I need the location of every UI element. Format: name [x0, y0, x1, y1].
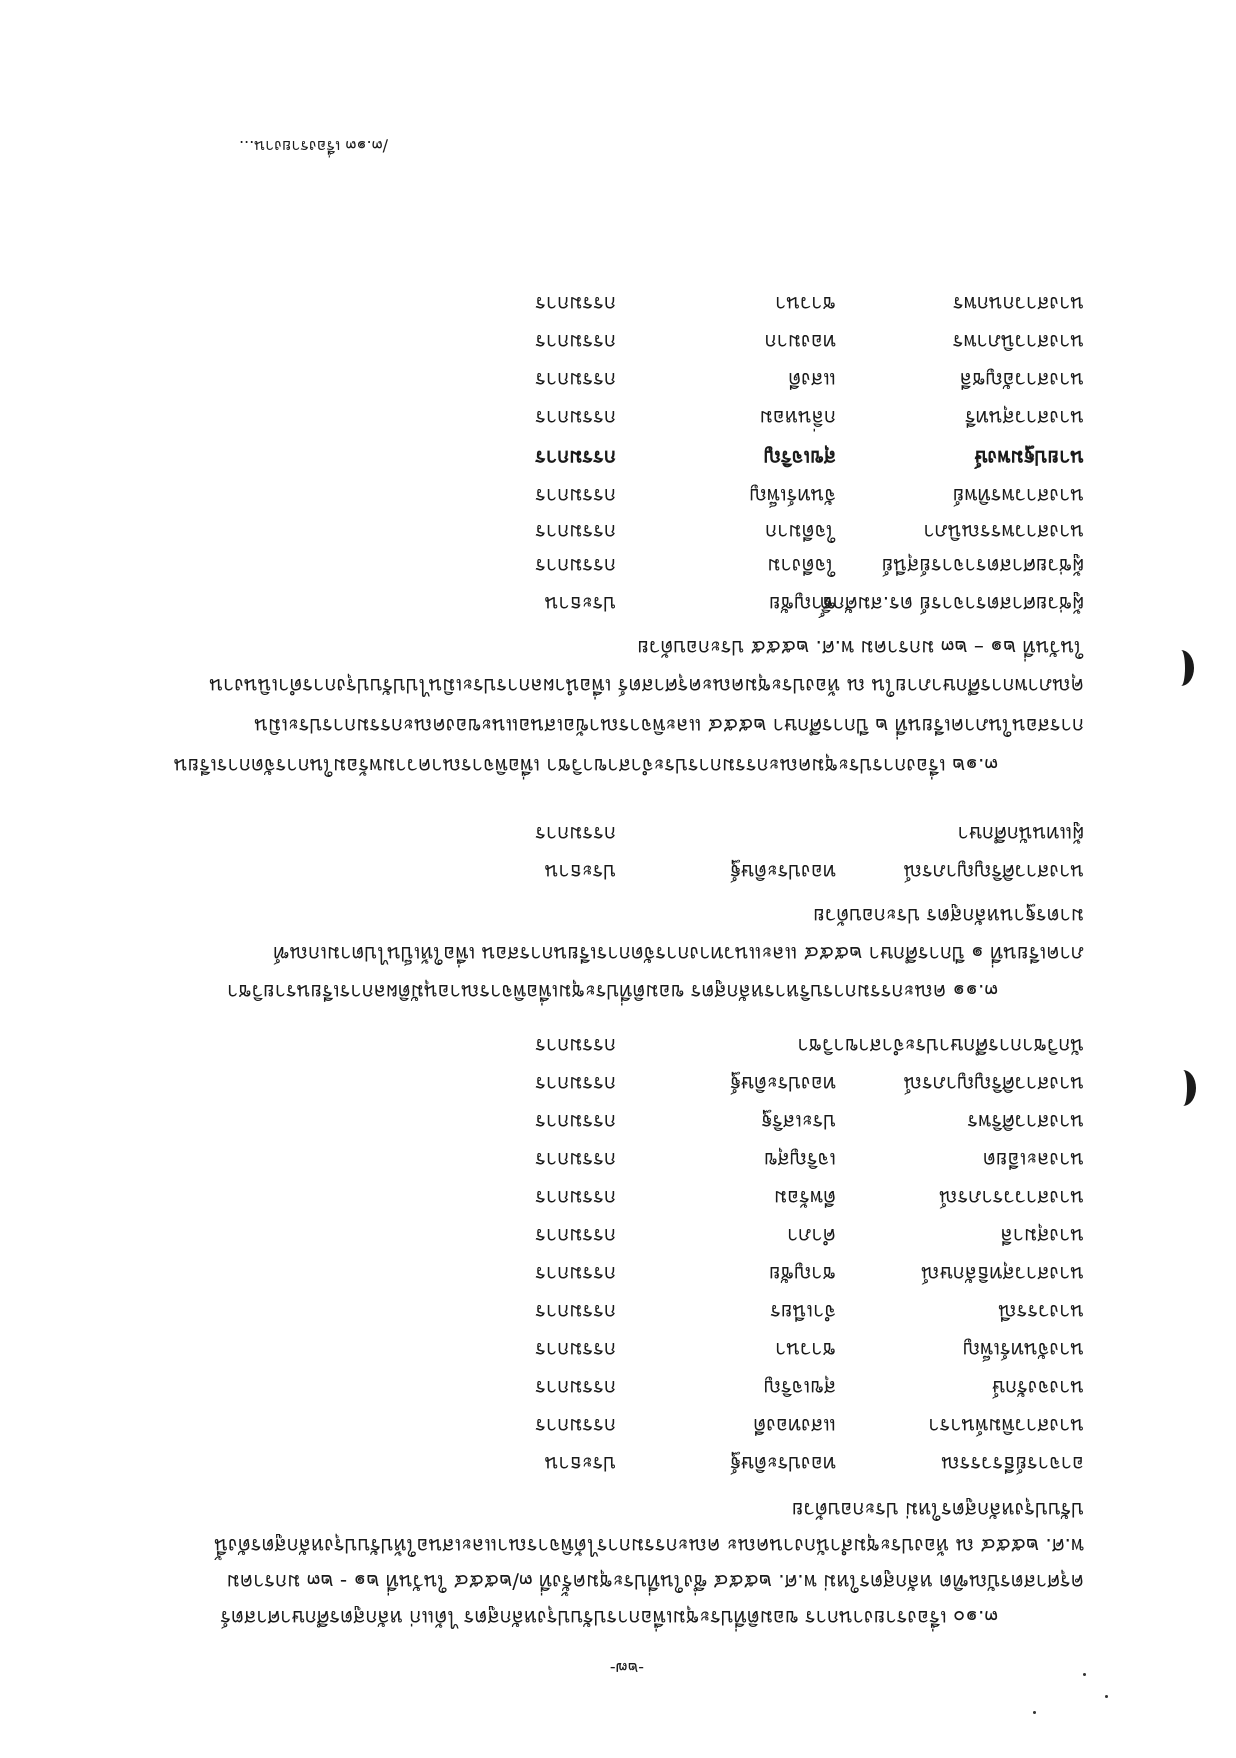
section-3-12-line-4: ในวันที่ ๒๑ – ๒๓ มกราคม พ.ศ. ๒๕๕๕ ประกอบด้วย — [637, 636, 1084, 660]
member-role: กรรมการ — [535, 446, 616, 470]
member-name: นางสุมาลี — [1000, 1224, 1084, 1248]
member-row — [0, 290, 1236, 320]
member-role: กรรมการ — [535, 1110, 616, 1134]
member-row — [0, 858, 1236, 888]
punch-hole-mark — [1168, 650, 1194, 686]
section-3-10-line-4: ปรับปรุงหลักสูตรใหม่ ประกอบด้วย — [791, 1498, 1084, 1522]
member-row — [0, 1222, 1236, 1252]
member-surname: แสงทองดี — [753, 1414, 836, 1438]
scan-speck — [1083, 1673, 1086, 1676]
member-role: กรรมการ — [535, 1376, 616, 1400]
member-role: กรรมการ — [535, 1148, 616, 1172]
member-row — [0, 1450, 1236, 1480]
member-role: กรรมการ — [535, 292, 616, 316]
member-surname: ชาวนา — [775, 292, 836, 316]
member-name: ผู้ช่วยศาสตราจารย์ ดร.สมศักดิ์ — [819, 592, 1084, 616]
member-name: นักวิชาการศึกษาประจำสาขาวิชา — [797, 1034, 1084, 1058]
member-row — [0, 444, 1236, 474]
member-name: นางสาวกนกพร — [952, 292, 1084, 316]
member-name: ผู้ช่วยศาสตราจารย์สุนีย์ — [881, 554, 1084, 578]
member-role: กรรมการ — [535, 406, 616, 430]
member-surname: สุขเจริญ — [763, 1376, 836, 1400]
member-row — [0, 552, 1236, 582]
member-role: ประธาน — [544, 1452, 616, 1476]
member-role: กรรมการ — [535, 1072, 616, 1096]
member-role: กรรมการ — [535, 554, 616, 578]
member-name: นางละเอียด — [982, 1148, 1084, 1172]
member-role: กรรมการ — [535, 1300, 616, 1324]
member-name: นางจันทร์เพ็ญ — [962, 1338, 1084, 1362]
member-surname: กลิ่นหอม — [759, 406, 836, 430]
member-name: นางสาวพรทิพย์ — [952, 484, 1084, 508]
section-3-10-line-3: พ.ศ. ๒๕๕๔ ณ ห้องประชุมสำนักงานคณะ คณะกรรมการได้พิจารณาและเสนอให้ปรับปรุงหลักสูตรดังนี้ — [214, 1534, 1084, 1558]
member-surname: คำภา — [786, 1224, 836, 1248]
section-3-10-line-1: ๓.๑๐ เรื่องรายงานการ ขอมติที่ประชุมเพื่อการปรับปรุงหลักสูตร ได้แก่ หลักสูตรศึกษาศาสตร์ — [220, 1606, 998, 1630]
page-number: -๒๗- — [609, 1659, 644, 1678]
member-row — [0, 590, 1236, 620]
member-surname: ชาวนา — [775, 1338, 836, 1362]
member-surname: ใจดีงาม — [767, 554, 836, 578]
member-role: กรรมการ — [535, 1186, 616, 1210]
member-row — [0, 518, 1236, 548]
member-role: กรรมการ — [535, 1034, 616, 1058]
member-row — [0, 1070, 1236, 1100]
member-row — [0, 1298, 1236, 1328]
section-3-11-line-3: มาตรฐานหลักสูตร ประกอบด้วย — [813, 904, 1084, 928]
member-name: นางสาวศิริพร — [967, 1110, 1084, 1134]
member-row — [0, 328, 1236, 358]
member-row — [0, 1260, 1236, 1290]
member-name: นางสาวอัญชลี — [959, 368, 1084, 392]
member-surname: สุขเจริญ — [763, 446, 836, 470]
member-row — [0, 1374, 1236, 1404]
member-name: นางสาวสุทธิลักษณ์ — [920, 1262, 1084, 1286]
member-role: กรรมการ — [535, 1262, 616, 1286]
member-row — [0, 404, 1236, 434]
member-name: นางสาวศิริญญาภรณ์ — [903, 860, 1084, 884]
member-surname: ทองประดิษฐ์ — [729, 1072, 836, 1096]
scan-speck — [1033, 1711, 1036, 1714]
member-row — [0, 1336, 1236, 1366]
section-3-11-line-1: ๓.๑๑ คณะกรรมการบริหารหลักสูตร ขอมติที่ประชุมเพื่อพิจารณาอนุมัติผลการเรียนรายวิชา — [226, 980, 998, 1004]
scan-speck — [1105, 1695, 1108, 1698]
member-name: นางวรรณี — [998, 1300, 1084, 1324]
member-role: กรรมการ — [535, 520, 616, 544]
member-role: ประธาน — [544, 592, 616, 616]
member-name: นางสาววราภรณ์ — [938, 1186, 1084, 1210]
member-name: ผู้แทนนักศึกษา — [957, 822, 1084, 846]
member-surname: ชาญชัย — [768, 592, 836, 616]
member-surname: ดีพร้อม — [773, 1186, 836, 1210]
member-role: กรรมการ — [535, 1338, 616, 1362]
member-row — [0, 1146, 1236, 1176]
section-3-10-line-2: ครุศาสตรบัณฑิต หลักสูตรใหม่ พ.ศ. ๒๕๕๔ ซึ่งในที่ประชุมครั้งที่ ๓/๒๕๕๔ ในวันที่ ๒๑ - ๒๓ มกราคม — [226, 1570, 1084, 1594]
section-3-12-line-2: การสอนในภาคเรียนที่ ๒ ปีการศึกษา ๒๕๕๔ และพิจารณาข้อเสนอแนะของคณะกรรมการประเมิน — [254, 714, 1084, 738]
member-surname: เจริญสุข — [763, 1148, 836, 1172]
member-row — [0, 1108, 1236, 1138]
member-surname: ทองประดิษฐ์ — [729, 1452, 836, 1476]
member-role: กรรมการ — [535, 1414, 616, 1438]
punch-hole-mark — [1170, 1070, 1196, 1106]
member-surname: ทองประดิษฐ์ — [729, 860, 836, 884]
member-surname: แสงดี — [788, 368, 836, 392]
member-name: อาจารย์ธีรวรรณ — [941, 1452, 1084, 1476]
member-role: กรรมการ — [535, 368, 616, 392]
member-name: นางจงรักษ์ — [991, 1376, 1084, 1400]
member-name: นายปฐมพงษ์ — [974, 446, 1084, 470]
member-surname: จันทร์เพ็ญ — [749, 484, 836, 508]
member-surname: ชาญชัย — [768, 1262, 836, 1286]
member-name: นางสาวนิภาพร — [952, 330, 1084, 354]
member-role: กรรมการ — [535, 1224, 616, 1248]
member-name: นางสาวพรรณนิภา — [923, 520, 1084, 544]
member-role: กรรมการ — [535, 484, 616, 508]
member-name: นางสาวพิมพ์นารา — [928, 1414, 1084, 1438]
continuation-note: /๓.๑๓ เรื่องรายงาน... — [238, 137, 388, 156]
member-name: นางสาวสุนทรี — [964, 406, 1084, 430]
section-3-12-line-1: ๓.๑๒ เรื่องการประชุมคณะกรรมการประจำสาขาวิชา เพื่อพิจารณาความพร้อมในการจัดการเรียน — [173, 754, 998, 778]
member-row — [0, 482, 1236, 512]
member-name: นางสาวศิริญญาภรณ์ — [903, 1072, 1084, 1096]
member-surname: จำเนียร — [770, 1300, 836, 1324]
member-row — [0, 1032, 1236, 1062]
member-role: กรรมการ — [535, 822, 616, 846]
member-surname: ประเสริฐ — [761, 1110, 836, 1134]
member-role: ประธาน — [544, 860, 616, 884]
member-surname: ใจดีมาก — [765, 520, 836, 544]
member-surname: ทองมาก — [764, 330, 836, 354]
member-row — [0, 366, 1236, 396]
member-role: กรรมการ — [535, 330, 616, 354]
member-row — [0, 820, 1236, 850]
section-3-11-line-2: ภาคเรียนที่ ๑ ปีการศึกษา ๒๕๕๔ และแนวทางการจัดการเรียนการสอน เพื่อให้เป็นไปตามเกณฑ์ — [272, 942, 1084, 966]
member-row — [0, 1412, 1236, 1442]
section-3-12-line-3: คุณภาพการศึกษาภายใน ณ ห้องประชุมคณะครุศาสตร์ เพื่อนำผลการประเมินไปปรับปรุงการดำเนินงาน — [209, 674, 1084, 698]
member-row — [0, 1184, 1236, 1214]
